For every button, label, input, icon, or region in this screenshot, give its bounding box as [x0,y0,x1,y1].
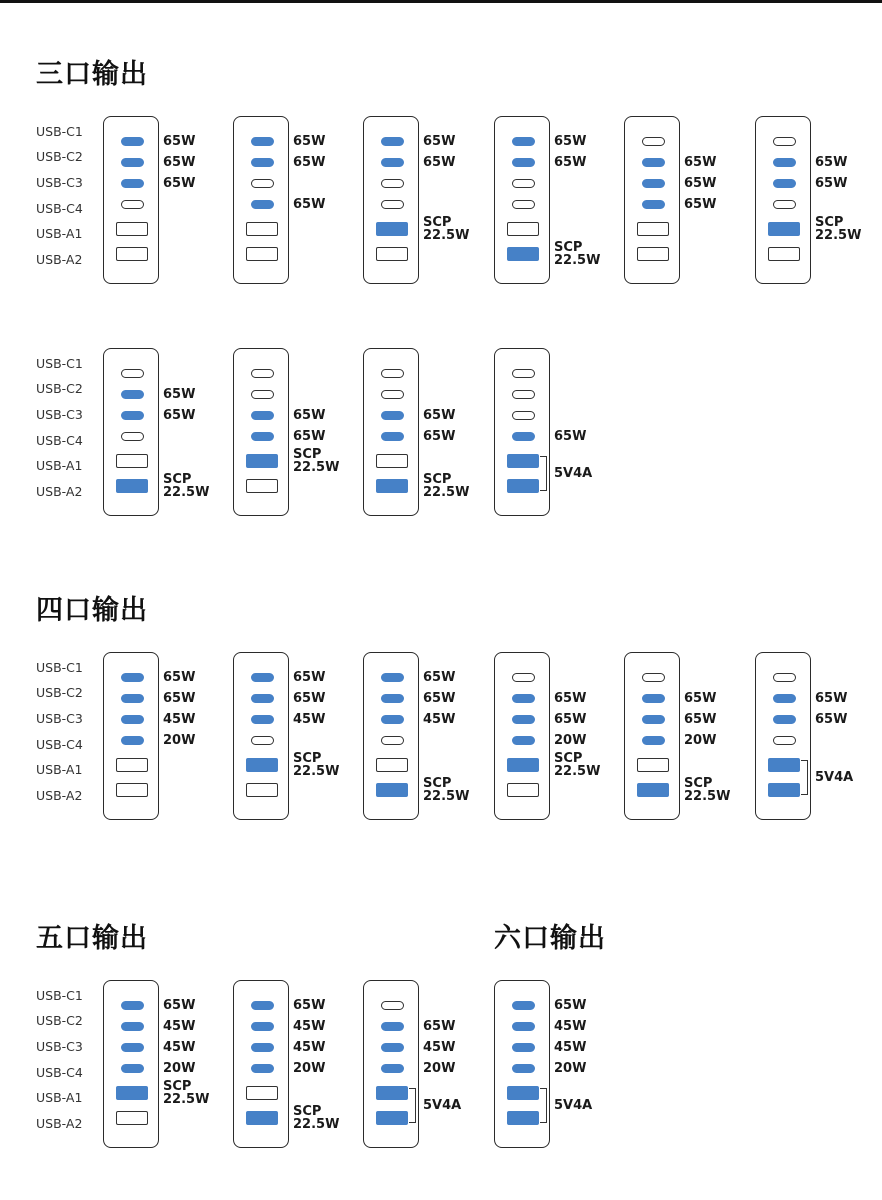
shared-port-bracket [801,760,808,795]
usb-c-port-active [251,1001,274,1010]
usb-c-port-active [381,673,404,682]
power-label: 65W [293,429,326,444]
usb-c-port-active [512,1022,535,1031]
usb-a-port-inactive [376,247,408,261]
usb-c-port-active [121,1064,144,1073]
usb-c-port-active [121,736,144,745]
usb-c-port-active [642,694,665,703]
usb-c-port-active [121,715,144,724]
charger-device [494,652,550,820]
usb-c-port-inactive [773,736,796,745]
port-name-label: USB-C1 [36,356,83,371]
usb-a-port-inactive [116,454,148,468]
port-name-label: USB-C4 [36,433,83,448]
power-label: SCP 22.5W [293,447,340,475]
power-label: 65W [554,429,587,444]
power-label: 65W [554,998,587,1013]
usb-c-port-inactive [773,200,796,209]
power-label: 65W [684,197,717,212]
port-name-label: USB-A2 [36,252,83,267]
power-label: 65W [554,712,587,727]
port-name-label: USB-A1 [36,226,83,241]
power-label: 65W [163,998,196,1013]
usb-c-port-active [251,694,274,703]
power-label: 45W [163,712,196,727]
usb-a-port-inactive [637,758,669,772]
power-label: 45W [293,712,326,727]
usb-a-port-active [246,1111,278,1125]
power-label: 65W [163,176,196,191]
power-label: 65W [163,670,196,685]
usb-c-port-active [251,137,274,146]
port-name-label: USB-A2 [36,1116,83,1131]
power-label: 45W [293,1040,326,1055]
power-label: SCP 22.5W [163,472,210,500]
usb-c-port-active [121,1001,144,1010]
power-label: 20W [554,1061,587,1076]
usb-a-port-active [376,1086,408,1100]
usb-c-port-active [512,694,535,703]
usb-a-port-inactive [116,222,148,236]
usb-c-port-active [381,1022,404,1031]
usb-c-port-active [251,715,274,724]
usb-a-port-active [507,758,539,772]
charger-device [103,348,159,516]
usb-c-port-active [512,1043,535,1052]
charger-device [363,652,419,820]
port-name-label: USB-C2 [36,149,83,164]
section-title: 五口输出 [36,923,148,954]
usb-a-port-active [637,783,669,797]
power-label: 5V4A [554,465,593,481]
power-label: 45W [554,1019,587,1034]
usb-a-port-active [768,222,800,236]
usb-c-port-active [121,411,144,420]
usb-c-port-active [642,736,665,745]
usb-c-port-inactive [121,200,144,209]
power-label: 65W [423,134,456,149]
power-label: 5V4A [554,1097,593,1113]
power-label: 65W [423,155,456,170]
usb-c-port-active [512,1064,535,1073]
usb-c-port-active [381,137,404,146]
power-label: 65W [554,691,587,706]
usb-c-port-active [642,158,665,167]
charger-device [233,980,289,1148]
port-name-label: USB-C2 [36,685,83,700]
usb-a-port-active [768,758,800,772]
power-label: 65W [815,176,848,191]
usb-c-port-active [773,158,796,167]
usb-c-port-active [773,179,796,188]
charger-device [624,116,680,284]
power-label: 65W [423,691,456,706]
power-label: 45W [163,1019,196,1034]
usb-c-port-active [773,694,796,703]
usb-c-port-inactive [512,390,535,399]
charger-device [233,116,289,284]
usb-c-port-inactive [512,411,535,420]
usb-c-port-inactive [512,179,535,188]
usb-c-port-active [512,1001,535,1010]
usb-c-port-active [121,137,144,146]
power-label: 45W [423,1040,456,1055]
usb-a-port-active [376,479,408,493]
usb-a-port-inactive [376,758,408,772]
usb-c-port-inactive [512,369,535,378]
power-label: SCP 22.5W [554,751,601,779]
usb-c-port-active [251,200,274,209]
usb-c-port-active [381,432,404,441]
power-label: 5V4A [423,1097,462,1113]
usb-a-port-inactive [376,454,408,468]
usb-c-port-active [121,390,144,399]
usb-c-port-inactive [512,200,535,209]
port-name-label: USB-A2 [36,788,83,803]
usb-c-port-active [381,1064,404,1073]
usb-c-port-active [512,432,535,441]
usb-c-port-active [121,1043,144,1052]
usb-a-port-active [507,1086,539,1100]
usb-a-port-inactive [246,222,278,236]
power-label: 65W [163,134,196,149]
charger-device [233,652,289,820]
power-label: 65W [293,408,326,423]
power-label: SCP 22.5W [554,240,601,268]
usb-c-port-inactive [251,369,274,378]
charger-device [363,116,419,284]
power-label: 20W [293,1061,326,1076]
usb-c-port-active [512,715,535,724]
power-label: 65W [423,670,456,685]
usb-a-port-active [116,1086,148,1100]
usb-c-port-active [773,715,796,724]
shared-port-bracket [409,1088,416,1123]
power-label: 65W [554,155,587,170]
top-border [0,0,882,3]
power-label: SCP 22.5W [423,472,470,500]
power-label: 65W [684,176,717,191]
usb-a-port-active [376,222,408,236]
usb-a-port-inactive [116,758,148,772]
usb-c-port-active [381,158,404,167]
port-name-label: USB-A1 [36,458,83,473]
usb-c-port-active [512,736,535,745]
section-title: 三口输出 [36,59,148,90]
usb-c-port-active [251,158,274,167]
port-name-label: USB-C3 [36,711,83,726]
port-name-label: USB-C1 [36,124,83,139]
power-label: SCP 22.5W [423,215,470,243]
usb-c-port-active [381,694,404,703]
usb-c-port-inactive [381,390,404,399]
usb-a-port-active [246,454,278,468]
power-label: 65W [684,691,717,706]
section-title: 六口输出 [494,923,606,954]
usb-c-port-active [121,179,144,188]
usb-c-port-active [121,673,144,682]
usb-c-port-inactive [773,137,796,146]
usb-a-port-inactive [116,1111,148,1125]
power-label: 65W [293,691,326,706]
power-label: 65W [684,155,717,170]
usb-c-port-active [251,1043,274,1052]
usb-c-port-active [121,1022,144,1031]
usb-c-port-active [251,432,274,441]
usb-a-port-active [116,479,148,493]
usb-a-port-active [246,758,278,772]
power-label: 65W [293,197,326,212]
usb-a-port-inactive [116,247,148,261]
power-label: 65W [423,408,456,423]
usb-c-port-inactive [642,137,665,146]
usb-c-port-active [642,715,665,724]
power-label: SCP 22.5W [815,215,862,243]
power-label: 45W [423,712,456,727]
power-label: 65W [554,134,587,149]
charger-device [494,116,550,284]
port-name-label: USB-C4 [36,737,83,752]
usb-a-port-inactive [768,247,800,261]
port-name-label: USB-C2 [36,1013,83,1028]
usb-a-port-inactive [246,783,278,797]
port-name-label: USB-C3 [36,407,83,422]
charger-device [103,980,159,1148]
usb-c-port-active [121,694,144,703]
usb-c-port-inactive [121,369,144,378]
usb-c-port-inactive [381,200,404,209]
power-label: 65W [423,429,456,444]
usb-c-port-inactive [773,673,796,682]
power-label: SCP 22.5W [684,776,731,804]
power-label: 65W [293,134,326,149]
usb-c-port-active [381,411,404,420]
power-label: 65W [815,691,848,706]
power-label: 5V4A [815,769,854,785]
usb-c-port-active [251,1022,274,1031]
usb-c-port-active [381,715,404,724]
usb-a-port-active [768,783,800,797]
charger-device [624,652,680,820]
usb-c-port-active [251,411,274,420]
port-name-label: USB-C1 [36,660,83,675]
power-label: 65W [684,712,717,727]
power-label: 65W [293,670,326,685]
power-label: 65W [423,1019,456,1034]
usb-a-port-inactive [637,247,669,261]
usb-c-port-active [512,137,535,146]
shared-port-bracket [540,1088,547,1123]
power-label: 45W [163,1040,196,1055]
port-name-label: USB-A1 [36,1090,83,1105]
charger-device [103,652,159,820]
usb-a-port-active [376,1111,408,1125]
power-label: 65W [293,998,326,1013]
usb-a-port-active [507,1111,539,1125]
power-label: SCP 22.5W [163,1079,210,1107]
usb-a-port-active [507,454,539,468]
charger-device [755,116,811,284]
power-label: 20W [423,1061,456,1076]
usb-c-port-active [642,200,665,209]
port-name-label: USB-C4 [36,201,83,216]
power-label: 65W [815,712,848,727]
usb-a-port-inactive [246,247,278,261]
port-name-label: USB-C4 [36,1065,83,1080]
port-name-label: USB-A1 [36,762,83,777]
usb-c-port-inactive [642,673,665,682]
usb-a-port-active [376,783,408,797]
power-label: 20W [163,1061,196,1076]
power-label: 65W [163,691,196,706]
power-label: 45W [293,1019,326,1034]
power-label: SCP 22.5W [293,751,340,779]
usb-c-port-inactive [512,673,535,682]
usb-a-port-active [507,479,539,493]
usb-c-port-inactive [251,390,274,399]
charger-device [363,348,419,516]
usb-c-port-active [381,1043,404,1052]
power-label: SCP 22.5W [423,776,470,804]
power-label: 20W [163,733,196,748]
port-name-label: USB-C3 [36,1039,83,1054]
usb-c-port-inactive [381,369,404,378]
usb-a-port-inactive [507,222,539,236]
usb-c-port-inactive [121,432,144,441]
usb-c-port-active [251,673,274,682]
power-label: 45W [554,1040,587,1055]
port-name-label: USB-A2 [36,484,83,499]
usb-a-port-inactive [246,1086,278,1100]
power-label: SCP 22.5W [293,1104,340,1132]
power-label: 65W [163,155,196,170]
usb-a-port-inactive [507,783,539,797]
port-name-label: USB-C1 [36,988,83,1003]
usb-c-port-active [251,1064,274,1073]
power-label: 65W [163,387,196,402]
usb-c-port-active [512,158,535,167]
usb-c-port-inactive [381,179,404,188]
charger-device [233,348,289,516]
power-label: 65W [815,155,848,170]
usb-a-port-inactive [637,222,669,236]
power-label: 65W [293,155,326,170]
power-label: 20W [554,733,587,748]
usb-a-port-inactive [246,479,278,493]
usb-c-port-inactive [251,736,274,745]
usb-a-port-active [507,247,539,261]
usb-c-port-inactive [251,179,274,188]
usb-c-port-inactive [381,1001,404,1010]
shared-port-bracket [540,456,547,491]
section-title: 四口输出 [36,595,148,626]
usb-c-port-active [121,158,144,167]
usb-a-port-inactive [116,783,148,797]
port-name-label: USB-C3 [36,175,83,190]
power-label: 20W [684,733,717,748]
charger-device [103,116,159,284]
port-name-label: USB-C2 [36,381,83,396]
usb-c-port-inactive [381,736,404,745]
power-label: 65W [163,408,196,423]
usb-c-port-active [642,179,665,188]
